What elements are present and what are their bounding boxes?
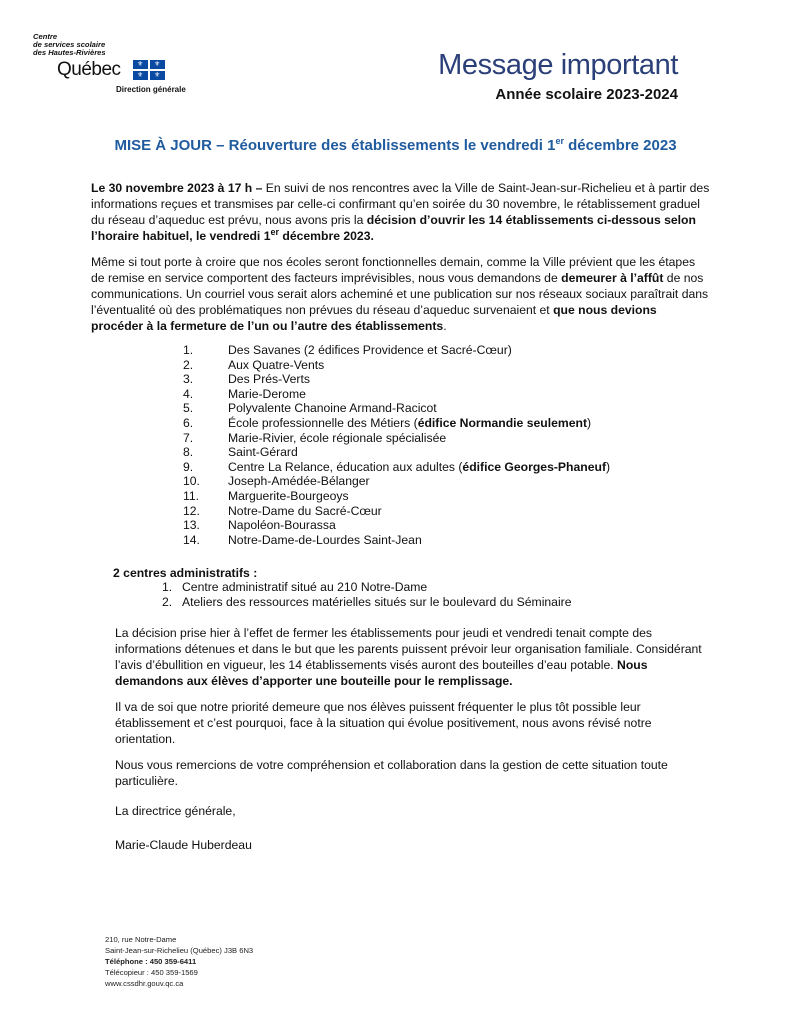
school-year: Année scolaire 2023-2024 bbox=[495, 86, 678, 103]
quebec-logo bbox=[33, 33, 193, 95]
warning-text-3: . bbox=[443, 319, 447, 333]
school-list-item bbox=[183, 401, 703, 416]
heading-sup: er bbox=[555, 136, 564, 146]
fleur-de-lis-icon: ⚜ bbox=[137, 61, 144, 68]
school-name: École professionnelle des Métiers ( bbox=[228, 415, 418, 430]
fleur-de-lis-icon: ⚜ bbox=[137, 72, 144, 79]
organization-name bbox=[33, 33, 106, 57]
footer-phone: Téléphone : 450 359-6411 bbox=[105, 957, 197, 966]
org-line-2: de services scolaire bbox=[33, 40, 106, 49]
signature-role: La directrice générale, bbox=[115, 804, 236, 818]
water-text: La décision prise hier à l’effet de fermer les établissements pour jeudi et vendredi tenait compte des informations détenues et dans le but que les parents puissent prévoir leur organisation familiale. Considérant l’avis d’ébullition en vigueur, les 14 établissements visés auront des bouteilles d’eau potable. bbox=[115, 626, 702, 672]
school-name: Notre-Dame-de-Lourdes Saint-Jean bbox=[228, 532, 422, 547]
school-list-item bbox=[183, 504, 703, 519]
school-list bbox=[183, 343, 703, 547]
heading-text-end: décembre 2023 bbox=[563, 137, 677, 154]
item-number: 4. bbox=[183, 386, 194, 401]
school-list-item bbox=[183, 431, 703, 446]
department-name: Direction générale bbox=[116, 85, 186, 94]
school-building: édifice Georges-Phaneuf bbox=[462, 459, 606, 474]
school-list-item bbox=[183, 489, 703, 504]
school-list-item bbox=[183, 445, 703, 460]
footer-website: www.cssdhr.gouv.qc.ca bbox=[105, 979, 184, 988]
item-number: 3. bbox=[183, 372, 194, 387]
document-title: Message important bbox=[438, 49, 678, 81]
quebec-wordmark: Québec bbox=[57, 59, 121, 80]
paragraph-water bbox=[115, 625, 715, 689]
warning-text-2: de nos communications. Un courriel vous serait alors acheminé et une publication sur nos réseaux sociaux paraîtrait dans l’éventualité où des problématiques non prévues du réseau d’aqueduc survenaient et bbox=[91, 271, 709, 317]
school-name: Saint-Gérard bbox=[228, 445, 298, 460]
admin-centers-title: 2 centres administratifs : bbox=[113, 566, 258, 580]
school-name: Napoléon-Bourassa bbox=[228, 518, 336, 533]
item-number: 13. bbox=[183, 518, 200, 533]
item-number: 14. bbox=[183, 532, 200, 547]
school-name: Polyvalente Chanoine Armand-Racicot bbox=[228, 401, 437, 416]
item-number: 2. bbox=[183, 357, 194, 372]
list-item bbox=[162, 580, 572, 595]
school-name: Aux Quatre-Vents bbox=[228, 357, 325, 372]
school-name: Notre-Dame du Sacré-Cœur bbox=[228, 503, 382, 518]
school-name-end: ) bbox=[587, 415, 592, 430]
warning-text-1: Même si tout porte à croire que nos écoles seront fonctionnelles demain, comme la Ville prévient que les étapes de remise en service comportent des facteurs imprévisibles, nous vous demandons de bbox=[91, 255, 696, 285]
item-number: 9. bbox=[183, 459, 194, 474]
paragraph-thanks: Nous vous remercions de votre compréhension et collaboration dans la gestion de cette situation toute particulière. bbox=[115, 758, 668, 788]
school-name: Marie-Rivier, école régionale spécialisée bbox=[228, 430, 447, 445]
school-name: Joseph-Amédée-Bélanger bbox=[228, 474, 370, 489]
school-list-item bbox=[183, 416, 703, 431]
item-number: 5. bbox=[183, 401, 194, 416]
warning-bold-1: demeurer à l’affût bbox=[561, 271, 664, 285]
item-label: Centre administratif situé au 210 Notre-Dame bbox=[182, 580, 428, 594]
school-name: Centre La Relance, éducation aux adultes ( bbox=[228, 459, 463, 474]
announcement-date: décembre 2023. bbox=[279, 229, 374, 243]
school-name: Marguerite-Bourgeoys bbox=[228, 488, 349, 503]
paragraph-announcement bbox=[91, 180, 711, 244]
org-line-3: des Hautes-Rivières bbox=[33, 48, 106, 57]
paragraph-warning bbox=[91, 254, 711, 334]
water-bold: Nous demandons aux élèves d’apporter une bouteille pour le remplissage. bbox=[115, 658, 648, 688]
fleur-de-lis-icon: ⚜ bbox=[154, 61, 161, 68]
item-number: 7. bbox=[183, 430, 194, 445]
admin-centers-list bbox=[162, 580, 572, 610]
school-building: édifice Normandie seulement bbox=[417, 415, 588, 430]
org-line-1: Centre bbox=[33, 32, 58, 41]
announcement-sup: er bbox=[270, 226, 279, 237]
item-number: 1. bbox=[183, 343, 194, 357]
item-number: 11. bbox=[183, 488, 200, 503]
school-list-item bbox=[183, 358, 703, 373]
school-list-item bbox=[183, 372, 703, 387]
announcement-lead: Le 30 novembre 2023 à 17 h – bbox=[91, 181, 263, 195]
school-list-item bbox=[183, 343, 703, 358]
main-heading bbox=[0, 137, 791, 155]
item-number: 12. bbox=[183, 503, 200, 518]
announcement-text: En suivi de nos rencontres avec la Ville de Saint-Jean-sur-Richelieu et à partir des informations reçues et transmises par celle-ci confirmant qu’en soirée du 30 novembre, le rétablissement graduel du réseau d’aqueduc est prévu, nous avons pris la bbox=[91, 181, 710, 227]
school-name: Des Savanes (2 édifices Providence et Sacré-Cœur) bbox=[228, 343, 512, 357]
item-number: 10. bbox=[183, 474, 200, 489]
school-name: Marie-Derome bbox=[228, 386, 306, 401]
school-list-item bbox=[183, 474, 703, 489]
warning-bold-2: que nous devions procéder à la fermeture de l’un ou l’autre des établissements bbox=[91, 303, 657, 333]
item-number: 1. bbox=[162, 580, 173, 594]
school-list-item bbox=[183, 387, 703, 402]
announcement-decision: décision d’ouvrir les 14 établissements ci-dessous selon l’horaire habituel, le vendredi 1 bbox=[91, 213, 696, 243]
footer-address bbox=[105, 934, 253, 989]
item-number: 8. bbox=[183, 445, 194, 460]
list-item bbox=[162, 595, 572, 610]
heading-text: MISE À JOUR – Réouverture des établissements le vendredi 1 bbox=[114, 137, 556, 154]
quebec-flag-icon bbox=[133, 60, 165, 80]
fleur-de-lis-icon: ⚜ bbox=[154, 72, 161, 79]
school-list-item bbox=[183, 518, 703, 533]
item-number: 6. bbox=[183, 415, 194, 430]
school-name: Des Prés-Verts bbox=[228, 372, 310, 387]
signature-name: Marie-Claude Huberdeau bbox=[115, 838, 252, 852]
school-list-item bbox=[183, 460, 703, 475]
footer-city: Saint-Jean-sur-Richelieu (Québec) J3B 6N3 bbox=[105, 946, 254, 955]
school-list-item bbox=[183, 533, 703, 548]
footer-street: 210, rue Notre-Dame bbox=[105, 935, 177, 944]
footer-fax: Télécopieur : 450 359-1569 bbox=[105, 968, 198, 977]
item-label: Ateliers des ressources matérielles situés sur le boulevard du Séminaire bbox=[182, 595, 572, 609]
paragraph-priority: Il va de soi que notre priorité demeure que nos élèves puissent fréquenter le plus tôt possible leur établissement et c’est pourquoi, face à la situation qui évolue positivement, nous avons révisé notre orientation. bbox=[115, 700, 652, 746]
school-name-end: ) bbox=[606, 459, 611, 474]
item-number: 2. bbox=[162, 595, 173, 609]
